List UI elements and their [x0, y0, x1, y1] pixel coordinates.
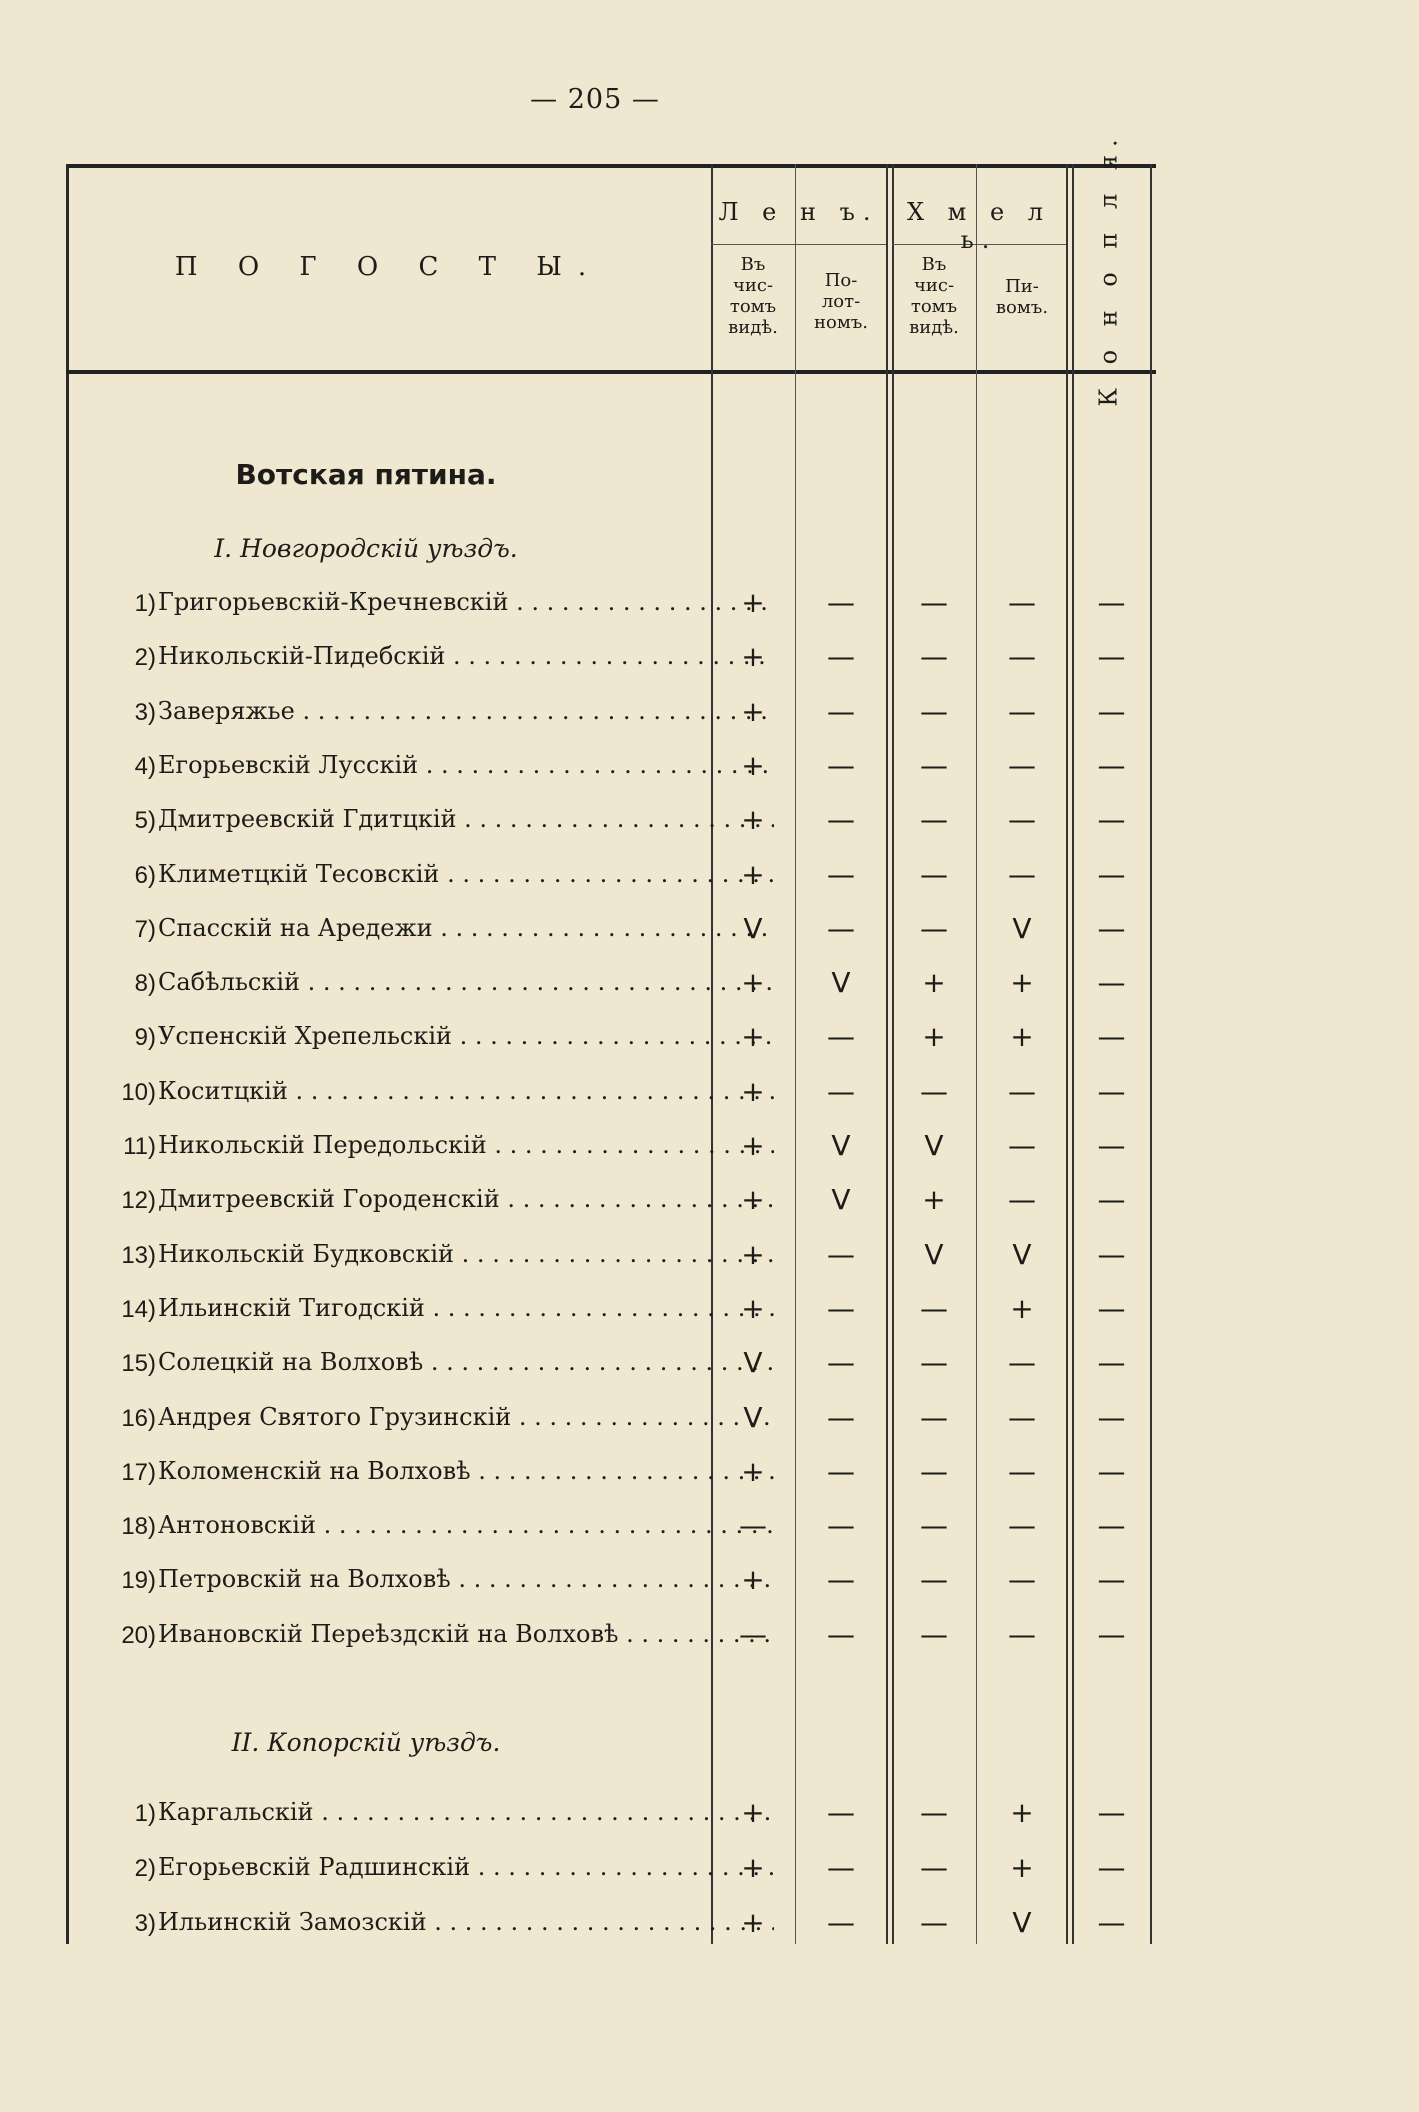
hmel-pivom-cell: —	[1008, 1129, 1036, 1162]
konoplya-cell: —	[1097, 858, 1126, 891]
hmel-pivom-cell: —	[1008, 1509, 1036, 1542]
konoplya-cell: —	[1097, 1618, 1126, 1651]
konoplya-cell: —	[1097, 966, 1126, 999]
pogost-name: Коломенскій на Волховѣ . . .	[158, 1457, 774, 1485]
len-v-chistom-cell: +	[741, 1020, 765, 1053]
pogost-name: Каргальскій . . .	[158, 1798, 774, 1826]
len-polotnom-cell: —	[827, 1075, 855, 1108]
hmel-v-chistom-cell: V	[924, 1238, 944, 1271]
len-v-chistom-cell: +	[741, 1796, 765, 1829]
len-v-chistom-cell: +	[741, 803, 765, 836]
table-row	[66, 1073, 1156, 1113]
pogost-name: Ивановскій Переѣздскій на Волховѣ . . .	[158, 1620, 774, 1648]
hmel-v-chistom-cell: —	[920, 1346, 948, 1379]
hmel-v-chistom-cell: —	[920, 1292, 948, 1325]
len-v-chistom-cell: +	[741, 1183, 765, 1216]
row-number: 12)	[121, 1187, 156, 1214]
table-row	[66, 856, 1156, 896]
len-polotnom-cell: —	[827, 1906, 855, 1939]
pogost-name: Спасскій на Аредежи . . .	[158, 914, 774, 942]
header-bottom-rule	[66, 370, 1156, 374]
table-row	[66, 1904, 1156, 1944]
table-row	[66, 584, 1156, 624]
hmel-v-chistom-cell: —	[920, 1455, 948, 1488]
pogost-name: Дмитреевскій Городенскій . . .	[158, 1185, 774, 1213]
hmel-v-chistom-cell: —	[920, 695, 948, 728]
row-number: 20)	[121, 1622, 156, 1649]
hmel-pivom-cell: —	[1008, 803, 1036, 836]
pogost-name: Ильинскій Замозскій . . .	[158, 1908, 774, 1936]
hmel-v-chistom-cell: —	[920, 1851, 948, 1884]
len-v-chistom-cell: —	[739, 1509, 767, 1542]
hmel-v-chistom-cell: +	[922, 1020, 946, 1053]
row-number: 13)	[121, 1242, 156, 1269]
konoplya-cell: —	[1097, 1455, 1126, 1488]
len-sub-rule	[711, 244, 886, 245]
page-number: — 205 —	[530, 84, 660, 115]
len-polotnom-cell: —	[827, 1455, 855, 1488]
len-polotnom-cell: —	[827, 1346, 855, 1379]
hmel-pivom-cell: —	[1008, 695, 1036, 728]
pogost-name: Климетцкій Тесовскій . . .	[158, 860, 774, 888]
len-v-chistom-cell: +	[741, 586, 765, 619]
konoplya-cell: —	[1097, 1183, 1126, 1216]
table-row	[66, 1290, 1156, 1330]
table-row	[66, 1849, 1156, 1889]
pogost-name: Никольскій Будковскій . . .	[158, 1240, 774, 1268]
len-v-chistom-cell: +	[741, 1129, 765, 1162]
row-number: 16)	[121, 1405, 156, 1432]
len-v-chistom-cell: +	[741, 1563, 765, 1596]
len-polotnom-cell: —	[827, 912, 855, 945]
len-polotnom-cell: —	[827, 1401, 855, 1434]
konoplya-cell: —	[1097, 1020, 1126, 1053]
pogost-name: Заверяжье . . .	[158, 697, 774, 725]
len-polotnom-cell: —	[827, 1292, 855, 1325]
table-row	[66, 638, 1156, 678]
len-polotnom-cell: —	[827, 1563, 855, 1596]
row-number: 1)	[134, 590, 156, 617]
len-v-chistom-cell: +	[741, 1906, 765, 1939]
table-row	[66, 910, 1156, 950]
row-number: 17)	[121, 1459, 156, 1486]
row-number: 18)	[121, 1513, 156, 1540]
konoplya-cell: —	[1097, 803, 1126, 836]
table-row	[66, 1616, 1156, 1656]
len-v-chistom-cell: +	[741, 1238, 765, 1271]
row-number: 9)	[134, 1024, 156, 1051]
len-v-chistom-cell: V	[743, 1346, 763, 1379]
hmel-v-chistom-cell: —	[920, 912, 948, 945]
header-pogosty: П О Г О С Т Ы.	[174, 252, 603, 282]
len-v-chistom-cell: V	[743, 1401, 763, 1434]
hmel-v-chistom-cell: —	[920, 1906, 948, 1939]
len-polotnom-cell: V	[831, 1183, 851, 1216]
konoplya-cell: —	[1097, 1509, 1126, 1542]
pogost-name: Никольскій Передольскій . . .	[158, 1131, 774, 1159]
len-polotnom-cell: V	[831, 1129, 851, 1162]
hmel-v-chistom-cell: —	[920, 1075, 948, 1108]
hmel-v-chistom-cell: —	[920, 1509, 948, 1542]
hmel-pivom-cell: —	[1008, 1563, 1036, 1596]
hmel-pivom-cell: —	[1008, 1618, 1036, 1651]
hmel-pivom-cell: V	[1012, 912, 1032, 945]
konoplya-cell: —	[1097, 1346, 1126, 1379]
hmel-pivom-cell: —	[1008, 1401, 1036, 1434]
pogost-name: Ильинскій Тигодскій . . .	[158, 1294, 774, 1322]
pogost-name: Коситцкій . . .	[158, 1077, 774, 1105]
table-row	[66, 693, 1156, 733]
len-v-chistom-cell: V	[743, 912, 763, 945]
len-polotnom-cell: —	[827, 1618, 855, 1651]
hmel-pivom-cell: —	[1008, 586, 1036, 619]
table-row	[66, 1794, 1156, 1834]
table-row	[66, 964, 1156, 1004]
len-v-chistom-cell: +	[741, 749, 765, 782]
hmel-v-chistom-cell: —	[920, 640, 948, 673]
pogost-name: Егорьевскій Лусскій . . .	[158, 751, 774, 779]
pogost-name: Успенскій Хрепельскій . . .	[158, 1022, 774, 1050]
header-len: Л е н ъ.	[718, 198, 879, 226]
pogost-name: Григорьевскій-Кречневскій . . .	[158, 588, 774, 616]
konoplya-cell: —	[1097, 749, 1126, 782]
len-v-chistom-cell: +	[741, 695, 765, 728]
konoplya-cell: —	[1097, 1851, 1126, 1884]
pogost-name: Сабѣльскій . . .	[158, 968, 774, 996]
row-number: 3)	[134, 699, 156, 726]
len-v-chistom-cell: +	[741, 640, 765, 673]
len-v-chistom-cell: —	[739, 1618, 767, 1651]
len-polotnom-cell: —	[827, 749, 855, 782]
konoplya-cell: —	[1097, 912, 1126, 945]
header-hmel-v-chistom: Въ чис- томъ видѣ.	[909, 254, 959, 338]
row-number: 11)	[123, 1133, 156, 1160]
header-konoplya: К о н о п л я.	[1095, 131, 1124, 407]
pogost-name: Дмитреевскій Гдитцкій . . .	[158, 805, 774, 833]
pogost-name: Егорьевскій Радшинскій . . .	[158, 1853, 774, 1881]
row-number: 1)	[134, 1800, 156, 1827]
konoplya-cell: —	[1097, 1075, 1126, 1108]
hmel-pivom-cell: +	[1010, 1020, 1034, 1053]
len-v-chistom-cell: +	[741, 1075, 765, 1108]
len-polotnom-cell: —	[827, 1851, 855, 1884]
row-number: 8)	[134, 970, 156, 997]
hmel-v-chistom-cell: —	[920, 1563, 948, 1596]
row-number: 6)	[134, 862, 156, 889]
hmel-v-chistom-cell: —	[920, 749, 948, 782]
table-row	[66, 1127, 1156, 1167]
hmel-pivom-cell: V	[1012, 1238, 1032, 1271]
pogost-name: Петровскій на Волховѣ . . .	[158, 1565, 774, 1593]
hmel-v-chistom-cell: —	[920, 1796, 948, 1829]
row-number: 19)	[121, 1567, 156, 1594]
hmel-pivom-cell: +	[1010, 1292, 1034, 1325]
hmel-v-chistom-cell: +	[922, 1183, 946, 1216]
len-polotnom-cell: V	[831, 966, 851, 999]
header-hmel: Х м е л ь.	[906, 198, 1052, 254]
hmel-pivom-cell: —	[1008, 640, 1036, 673]
len-polotnom-cell: —	[827, 1020, 855, 1053]
row-number: 10)	[121, 1079, 156, 1106]
len-polotnom-cell: —	[827, 858, 855, 891]
table-row	[66, 747, 1156, 787]
len-v-chistom-cell: +	[741, 1851, 765, 1884]
len-polotnom-cell: —	[827, 586, 855, 619]
district-title: I. Новгородскій уѣздъ.	[214, 534, 518, 563]
hmel-pivom-cell: +	[1010, 1851, 1034, 1884]
hmel-pivom-cell: —	[1008, 749, 1036, 782]
table-row	[66, 1181, 1156, 1221]
hmel-v-chistom-cell: —	[920, 858, 948, 891]
hmel-v-chistom-cell: —	[920, 586, 948, 619]
pogost-name: Никольскій-Пидебскій . . .	[158, 642, 774, 670]
hmel-pivom-cell: —	[1008, 858, 1036, 891]
len-polotnom-cell: —	[827, 1509, 855, 1542]
table-row	[66, 1344, 1156, 1384]
table-row	[66, 1236, 1156, 1276]
hmel-pivom-cell: —	[1008, 1183, 1036, 1216]
row-number: 2)	[134, 1855, 156, 1882]
row-number: 4)	[134, 753, 156, 780]
pogost-name: Солецкій на Волховѣ . . .	[158, 1348, 774, 1376]
table-row	[66, 801, 1156, 841]
konoplya-cell: —	[1097, 640, 1126, 673]
konoplya-cell: —	[1097, 1796, 1126, 1829]
hmel-v-chistom-cell: —	[920, 1618, 948, 1651]
len-v-chistom-cell: +	[741, 1292, 765, 1325]
district-title: II. Копорскій уѣздъ.	[231, 1728, 501, 1757]
table-row	[66, 1561, 1156, 1601]
konoplya-cell: —	[1097, 1401, 1126, 1434]
table-row	[66, 1399, 1156, 1439]
pogost-name: Антоновскій . . .	[158, 1511, 774, 1539]
hmel-pivom-cell: —	[1008, 1346, 1036, 1379]
table-row	[66, 1507, 1156, 1547]
hmel-v-chistom-cell: +	[922, 966, 946, 999]
konoplya-cell: —	[1097, 1238, 1126, 1271]
row-number: 14)	[121, 1296, 156, 1323]
len-polotnom-cell: —	[827, 1796, 855, 1829]
pogost-name: Андрея Святого Грузинскій . . .	[158, 1403, 774, 1431]
hmel-pivom-cell: +	[1010, 966, 1034, 999]
hmel-v-chistom-cell: V	[924, 1129, 944, 1162]
len-v-chistom-cell: +	[741, 1455, 765, 1488]
table-frame	[66, 131, 1156, 1944]
konoplya-cell: —	[1097, 1129, 1126, 1162]
header-len-v-chistom: Въ чис- томъ видѣ.	[728, 254, 778, 338]
len-v-chistom-cell: +	[741, 858, 765, 891]
table-row	[66, 1018, 1156, 1058]
header-len-polotnom: По- лот- номъ.	[813, 270, 868, 333]
hmel-v-chistom-cell: —	[920, 803, 948, 836]
table-row	[66, 1453, 1156, 1493]
len-v-chistom-cell: +	[741, 966, 765, 999]
len-polotnom-cell: —	[827, 640, 855, 673]
row-number: 15)	[121, 1350, 156, 1377]
hmel-pivom-cell: +	[1010, 1796, 1034, 1829]
konoplya-cell: —	[1097, 1292, 1126, 1325]
len-polotnom-cell: —	[827, 803, 855, 836]
hmel-pivom-cell: —	[1008, 1075, 1036, 1108]
len-polotnom-cell: —	[827, 1238, 855, 1271]
top-rule	[66, 164, 1156, 168]
hmel-v-chistom-cell: —	[920, 1401, 948, 1434]
len-polotnom-cell: —	[827, 695, 855, 728]
hmel-pivom-cell: —	[1008, 1455, 1036, 1488]
row-number: 2)	[134, 644, 156, 671]
konoplya-cell: —	[1097, 1906, 1126, 1939]
konoplya-cell: —	[1097, 586, 1126, 619]
row-number: 3)	[134, 1910, 156, 1937]
hmel-pivom-cell: V	[1012, 1906, 1032, 1939]
header-hmel-pivom: Пи- вомъ.	[995, 276, 1049, 318]
row-number: 7)	[134, 916, 156, 943]
konoplya-cell: —	[1097, 1563, 1126, 1596]
section-title: Вотская пятина.	[235, 458, 497, 491]
konoplya-cell: —	[1097, 695, 1126, 728]
row-number: 5)	[134, 807, 156, 834]
